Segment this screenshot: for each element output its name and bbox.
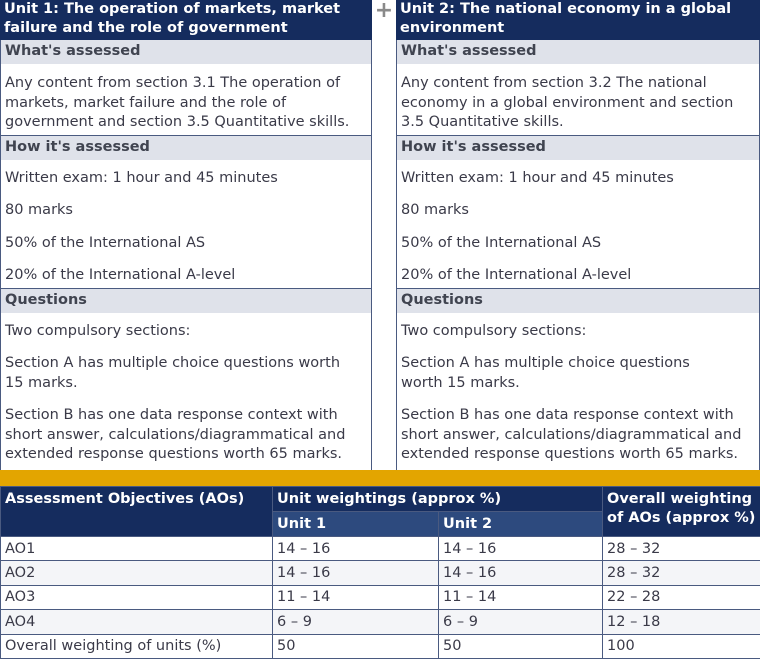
unit-2-cell: 6 – 9 (439, 610, 603, 634)
header-unit-1: Unit 1 (273, 512, 439, 537)
unit-1-exam-duration: Written exam: 1 hour and 45 minutes (1, 169, 371, 189)
unit-1-section-a: Section A has multiple choice questions worth 15 marks. (1, 354, 349, 393)
unit-1-section-b: Section B has one data response context with short answer, calculations/diagrammatical and extended response questions worth 65 marks. (1, 406, 371, 465)
header-overall-weighting: Overall weighting of AOs (approx %) (603, 487, 760, 537)
unit-2-panel (396, 0, 760, 470)
unit-2-marks: 80 marks (397, 201, 759, 221)
unit-2-title: Unit 2: The national economy in a global environment (396, 0, 760, 40)
unit-1-cell: 50 (273, 634, 439, 658)
plus-icon: + (374, 0, 394, 23)
unit-1-alevel-weighting: 20% of the International A-level (1, 266, 371, 286)
unit-1-title: Unit 1: The operation of markets, market failure and the role of government (0, 0, 372, 40)
header-objectives: Assessment Objectives (AOs) (1, 487, 273, 537)
ao-cell: AO4 (1, 610, 273, 634)
ao-cell: AO3 (1, 585, 273, 609)
table-row (1, 585, 760, 609)
table-row (1, 561, 760, 585)
unit-2-body (396, 40, 760, 470)
unit-2-cell: 11 – 14 (439, 585, 603, 609)
ao-cell: AO2 (1, 561, 273, 585)
assessment-objectives-table (0, 486, 760, 659)
unit-1-questions-heading: Questions (1, 288, 371, 313)
unit-2-whats-assessed-heading: What's assessed (397, 40, 759, 64)
unit-2-section-a: Section A has multiple choice questions worth 15 marks. (397, 354, 735, 393)
unit-2-exam-duration: Written exam: 1 hour and 45 minutes (397, 169, 759, 189)
overall-cell: 28 – 32 (603, 537, 760, 561)
unit-2-cell: 50 (439, 634, 603, 658)
overall-cell: 28 – 32 (603, 561, 760, 585)
overall-cell: 22 – 28 (603, 585, 760, 609)
unit-1-whats-assessed-text: Any content from section 3.1 The operation of markets, market failure and the role of government and section 3.5 Quantitative skills. (1, 74, 371, 133)
overall-cell: 12 – 18 (603, 610, 760, 634)
table-row (1, 610, 760, 634)
unit-1-whats-assessed-heading: What's assessed (1, 40, 371, 64)
unit-1-cell: 11 – 14 (273, 585, 439, 609)
unit-1-sections-intro: Two compulsory sections: (1, 322, 371, 342)
unit-2-how-assessed-heading: How it's assessed (397, 135, 759, 160)
overall-cell: 100 (603, 634, 760, 658)
unit-2-cell: 14 – 16 (439, 561, 603, 585)
ao-cell: AO1 (1, 537, 273, 561)
unit-1-cell: 14 – 16 (273, 561, 439, 585)
unit-2-whats-assessed-text: Any content from section 3.2 The national economy in a global environment and section 3.5 Quantitative skills. (397, 74, 759, 133)
gold-divider (0, 470, 760, 486)
ao-cell: Overall weighting of units (%) (1, 634, 273, 658)
unit-1-as-weighting: 50% of the International AS (1, 234, 371, 254)
unit-1-marks: 80 marks (1, 201, 371, 221)
unit-2-alevel-weighting: 20% of the International A-level (397, 266, 759, 286)
unit-1-body (0, 40, 372, 470)
unit-1-cell: 14 – 16 (273, 537, 439, 561)
table-row (1, 537, 760, 561)
table-row (1, 634, 760, 658)
unit-1-panel (0, 0, 372, 470)
unit-1-cell: 6 – 9 (273, 610, 439, 634)
unit-2-sections-intro: Two compulsory sections: (397, 322, 759, 342)
header-unit-weightings: Unit weightings (approx %) (273, 487, 603, 512)
unit-1-how-assessed-heading: How it's assessed (1, 135, 371, 160)
unit-2-cell: 14 – 16 (439, 537, 603, 561)
unit-2-as-weighting: 50% of the International AS (397, 234, 759, 254)
unit-2-questions-heading: Questions (397, 288, 759, 313)
header-unit-2: Unit 2 (439, 512, 603, 537)
unit-2-section-b: Section B has one data response context with short answer, calculations/diagrammatical and extended response questions worth 65 marks. (397, 406, 759, 465)
